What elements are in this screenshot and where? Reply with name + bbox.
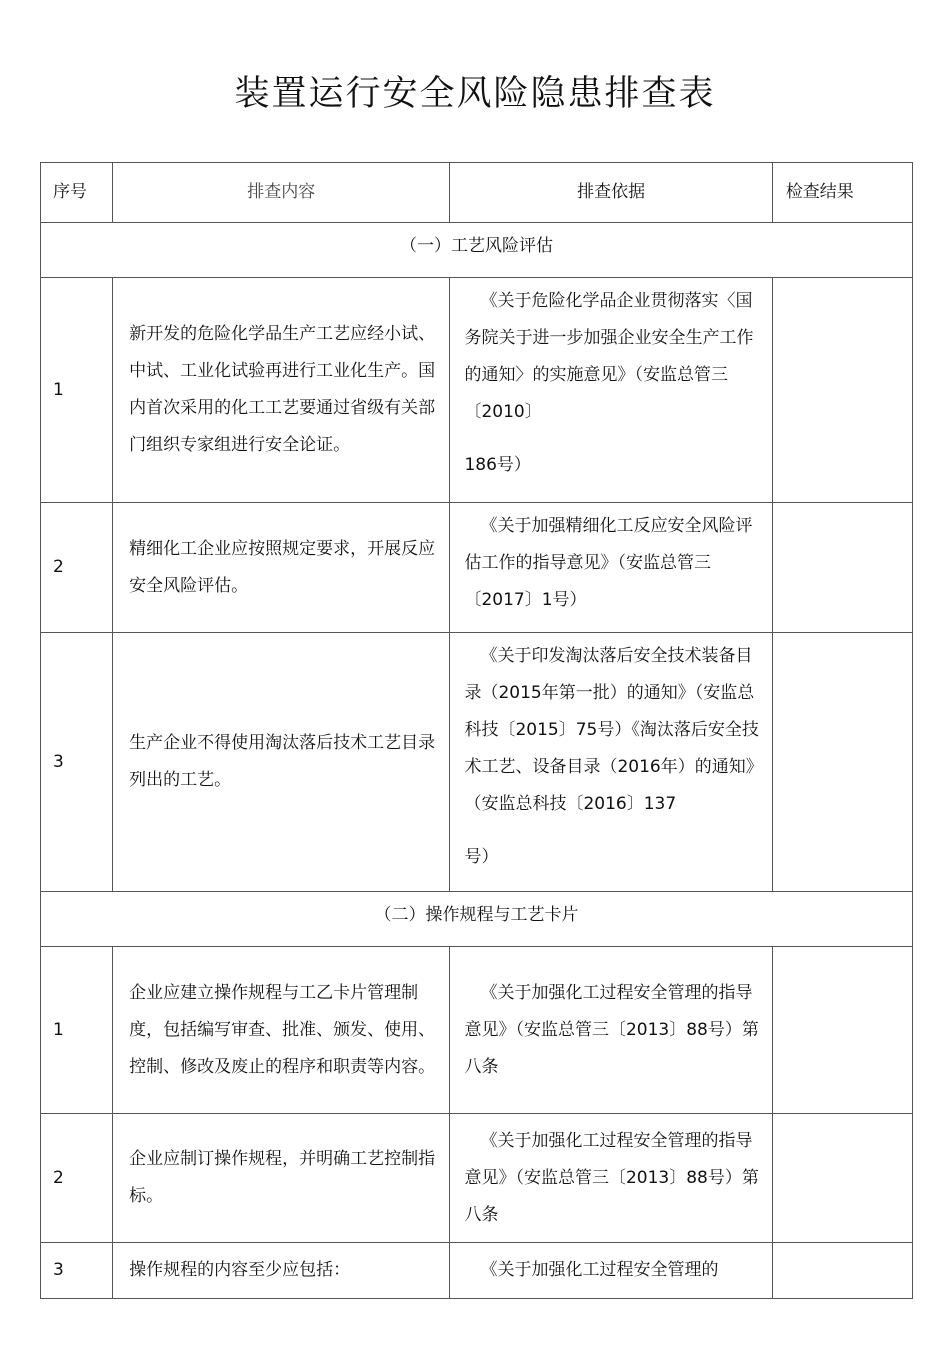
- row-basis: [450, 947, 772, 1114]
- header-result: 检查结果: [772, 163, 912, 223]
- row-content: 精细化工企业应按照规定要求，开展反应安全风险评估。: [113, 503, 450, 633]
- inspection-table: [40, 162, 913, 1299]
- header-basis: 排查依据: [450, 163, 772, 223]
- header-no: 序号: [41, 163, 113, 223]
- section-row-2: [41, 892, 913, 947]
- row-no: 1: [41, 947, 113, 1114]
- row-no: 3: [41, 1243, 113, 1299]
- header-content: 排查内容: [113, 163, 450, 223]
- row-basis: [450, 1114, 772, 1243]
- row-basis-tail: 186号）: [464, 455, 531, 475]
- row-result: [772, 633, 912, 892]
- row-content: 新开发的危险化学品生产工艺应经小试、中试、工业化试验再进行工业化生产。国内首次采用的化工工艺要通过省级有关部门组织专家组进行安全论证。: [113, 278, 450, 503]
- row-no: 2: [41, 1114, 113, 1243]
- row-no: 3: [41, 633, 113, 892]
- row-no: 1: [41, 278, 113, 503]
- row-basis-tail: 〔2017〕1号）: [464, 590, 587, 610]
- row-result: [772, 947, 912, 1114]
- row-basis-text: 《关于加强化工过程安全管理的指导意见》（安监总管三〔2013〕88号）第八条: [464, 982, 759, 1077]
- table-row: [41, 1114, 913, 1243]
- row-basis-text: 《关于加强化工过程安全管理的: [480, 1260, 719, 1280]
- row-content: 操作规程的内容至少应包括：: [113, 1243, 450, 1299]
- table-row: [41, 278, 913, 503]
- table-row: [41, 947, 913, 1114]
- row-result: [772, 503, 912, 633]
- section-row-1: [41, 223, 913, 278]
- row-result: [772, 1114, 912, 1243]
- section-title-1: （一）工艺风险评估: [41, 223, 913, 278]
- row-basis-text: 《关于加强化工过程安全管理的指导意见》（安监总管三〔2013〕88号）第八条: [464, 1130, 759, 1225]
- row-basis: [450, 503, 772, 633]
- page-title: 装置运行安全风险隐患排查表: [234, 74, 716, 114]
- row-result: [772, 1243, 912, 1299]
- table-row: [41, 503, 913, 633]
- row-basis: [450, 278, 772, 503]
- section-title-2: （二）操作规程与工艺卡片: [41, 892, 913, 947]
- row-result: [772, 278, 912, 503]
- row-no: 2: [41, 503, 113, 633]
- table-row: [41, 1243, 913, 1299]
- row-basis-text: 《关于印发淘汰落后安全技术装备目录（2015年第一批）的通知》（安监总科技〔2015〕75号）《淘汰落后安全技术工艺、设备目录（2016年）的通知》（安监总科技〔2016〕137: [464, 646, 763, 814]
- row-basis-text: 《关于加强精细化工反应安全风险评估工作的指导意见》（安监总管三: [464, 516, 753, 573]
- table-header-row: [41, 163, 913, 223]
- row-basis: [450, 1243, 772, 1299]
- row-basis: [450, 633, 772, 892]
- row-content: 企业应制订操作规程，并明确工艺控制指标。: [113, 1114, 450, 1243]
- row-basis-tail: 号）: [464, 847, 499, 867]
- table-row: [41, 633, 913, 892]
- row-content: 企业应建立操作规程与工乙卡片管理制度，包括编写审查、批准、颁发、使用、控制、修改及废止的程序和职责等内容。: [113, 947, 450, 1114]
- row-basis-text: 《关于危险化学品企业贯彻落实〈国务院关于进一步加强企业安全生产工作的通知〉的实施意见》（安监总管三〔2010〕: [464, 291, 754, 422]
- row-content: 生产企业不得使用淘汰落后技术工艺目录列出的工艺。: [113, 633, 450, 892]
